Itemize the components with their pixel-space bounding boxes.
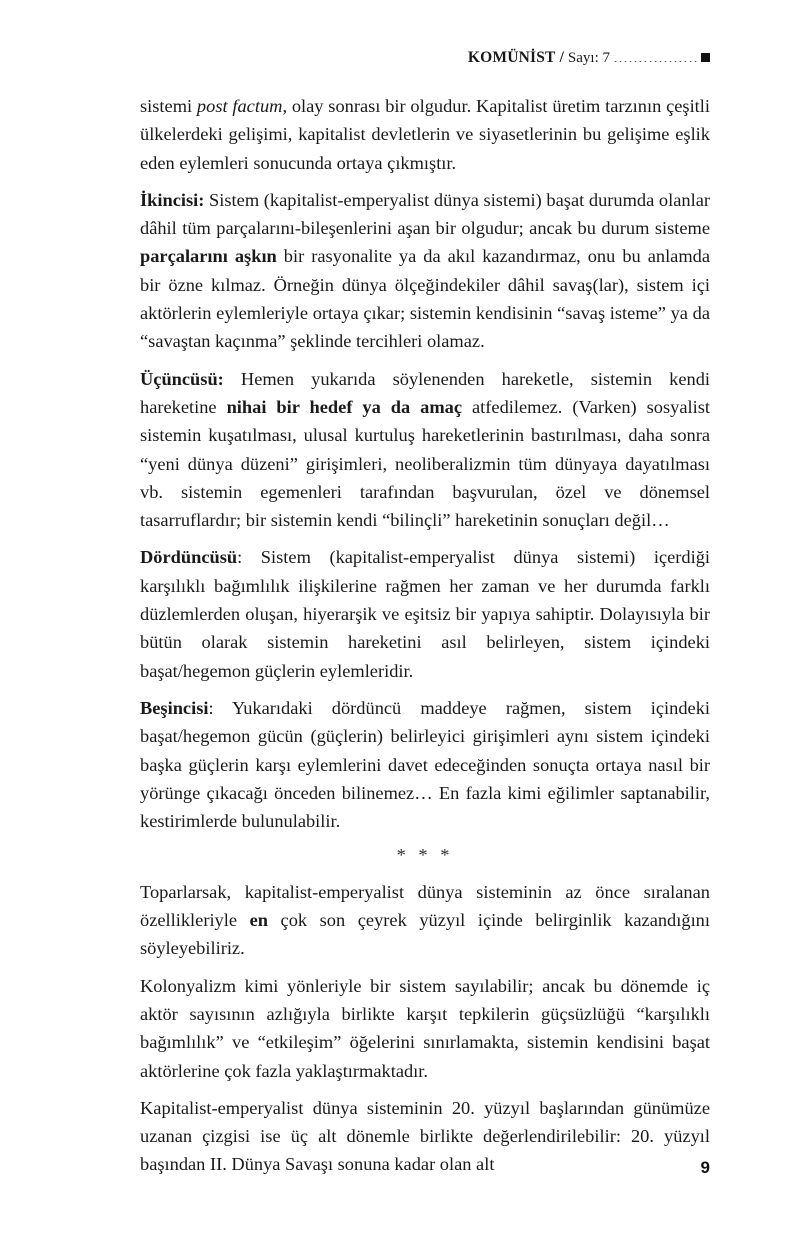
text-run: atfedilemez. (Varken) sosyalist sistemin kuşatılması, ulusal kurtuluş hareketlerinin bastırılması, daha sonra “yeni dünya düzeni” girişimleri, neoliberalizmin tüm dünyaya dayatılması vb. sistemin egemenleri tarafından başvurulan, özel ve dönemsel tasarruflardır; bir sistemin kendi “bilinçli” hareketinin sonuçları değil… [140,396,711,531]
paragraph-3 [140,365,710,535]
dotted-leader-icon [613,61,699,62]
text-run: Toparlarsak, kapitalist-emperyalist dünya sisteminin az önce sıralanan özellikleriyle [140,881,710,931]
paragraph-5 [140,694,710,835]
paragraph-1 [140,92,710,177]
text-run: sistemi [140,96,197,116]
paragraph-6 [140,878,710,963]
text-run: , olay sonrası bir olgudur. Kapitalist üretim tarzının çeşitli ülkelerdeki gelişimi, kapitalist devletlerin ve siyasetlerinin bu gelişime eşlik eden eylemleri sonucunda ortaya çıkmıştır. [140,96,711,173]
text-run: Kapitalist-emperyalist dünya sisteminin 20. yüzyıl başlarından günümüze uzanan çizgisi ise üç alt dönemle birlikte değerlendirilebilir: 20. yüzyıl başından II. Dünya Savaşı sonuna kadar olan alt [140,1097,710,1175]
emphasis-bold: parçalarını aşkın [140,246,277,267]
emphasis-bold: İkincisi: [140,189,205,210]
text-run: : Sistem (kapitalist-emperyalist dünya sistemi) içerdiği karşılıklı bağımlılık ilişkilerine rağmen her zaman ve her durumda farklı düzlemlerden oluşan, hiyerarşik ve eşitsiz bir yapıya sahiptir. Dolayısıyla bir bütün olarak sistemin hareketini asıl belirleyen, sistem içindeki başat/hegemon güçlerin eylemleridir. [140,547,710,681]
header-separator: / [559,49,564,66]
section-break: * * * [396,845,454,866]
emphasis-bold: en [249,910,268,931]
page-number: 9 [700,1158,710,1177]
text-run: bir rasyonalite ya da akıl kazandırmaz, onu bu anlamda bir özne kılmaz. Örneğin dünya ölçeğindekiler dâhil savaş(lar), sistem içi aktörlerin eylemleriyle ortaya çıkar; sistemin kendisinin “savaş isteme” ya da “savaştan kaçınma” şeklinde tercihleri olamaz. [140,246,710,352]
paragraph-7 [140,972,710,1085]
issue-number: Sayı: 7 [567,50,610,66]
black-square-marker-icon [701,53,710,62]
paragraph-2 [140,186,710,356]
emphasis-bold: nihai bir hedef ya da amaç [226,396,463,417]
emphasis-bold: Dördüncüsü [140,547,238,568]
text-run: Sistem (kapitalist-emperyalist dünya sistemi) başat durumda olanlar dâhil tüm parçalarını-bileşenlerini aşan bir olgudur; ancak bu durum sisteme [140,189,710,239]
text-run: çok son çeyrek yüzyıl içinde belirginlik kazandığını söyleyebiliriz. [140,910,710,959]
emphasis-bold: Üçüncüsü: [140,368,224,389]
paragraph-4 [140,543,710,684]
text-run: Kolonyalizm kimi yönleriyle bir sistem sayılabilir; ancak bu dönemde iç aktör sayısının azlığıyla birlikte karşıt tepkilerin güçsüzlüğü “karşılıklı bağımlılık” ve “etkileşim” öğelerini sınırlamakta, sistemin kendisini başat aktörlerine çok fazla yaklaştırmaktadır. [140,975,710,1081]
running-header [140,45,710,71]
emphasis-bold: Beşincisi [140,697,209,718]
emphasis-italic: post factum [196,96,283,116]
paragraph-8 [140,1094,710,1179]
text-column [140,92,710,1182]
publication-title: KOMÜNİST [467,49,556,66]
text-run: : Yukarıdaki dördüncü maddeye rağmen, sistem içindeki başat/hegemon gücün (güçlerin) belirleyici girişimleri aynı sistem içindeki başka güçlerin karşı eylemlerini davet edeceğinden sonuçta ortaya nasıl bir yörünge çıkacağı önceden bilinemez… En fazla kimi eğilimler saptanabilir, kestirimlerde bulunulabilir. [140,697,710,832]
text-run: Hemen yukarıda söylenenden hareketle, sistemin kendi hareketine [140,368,710,417]
running-header-inner [140,49,710,67]
